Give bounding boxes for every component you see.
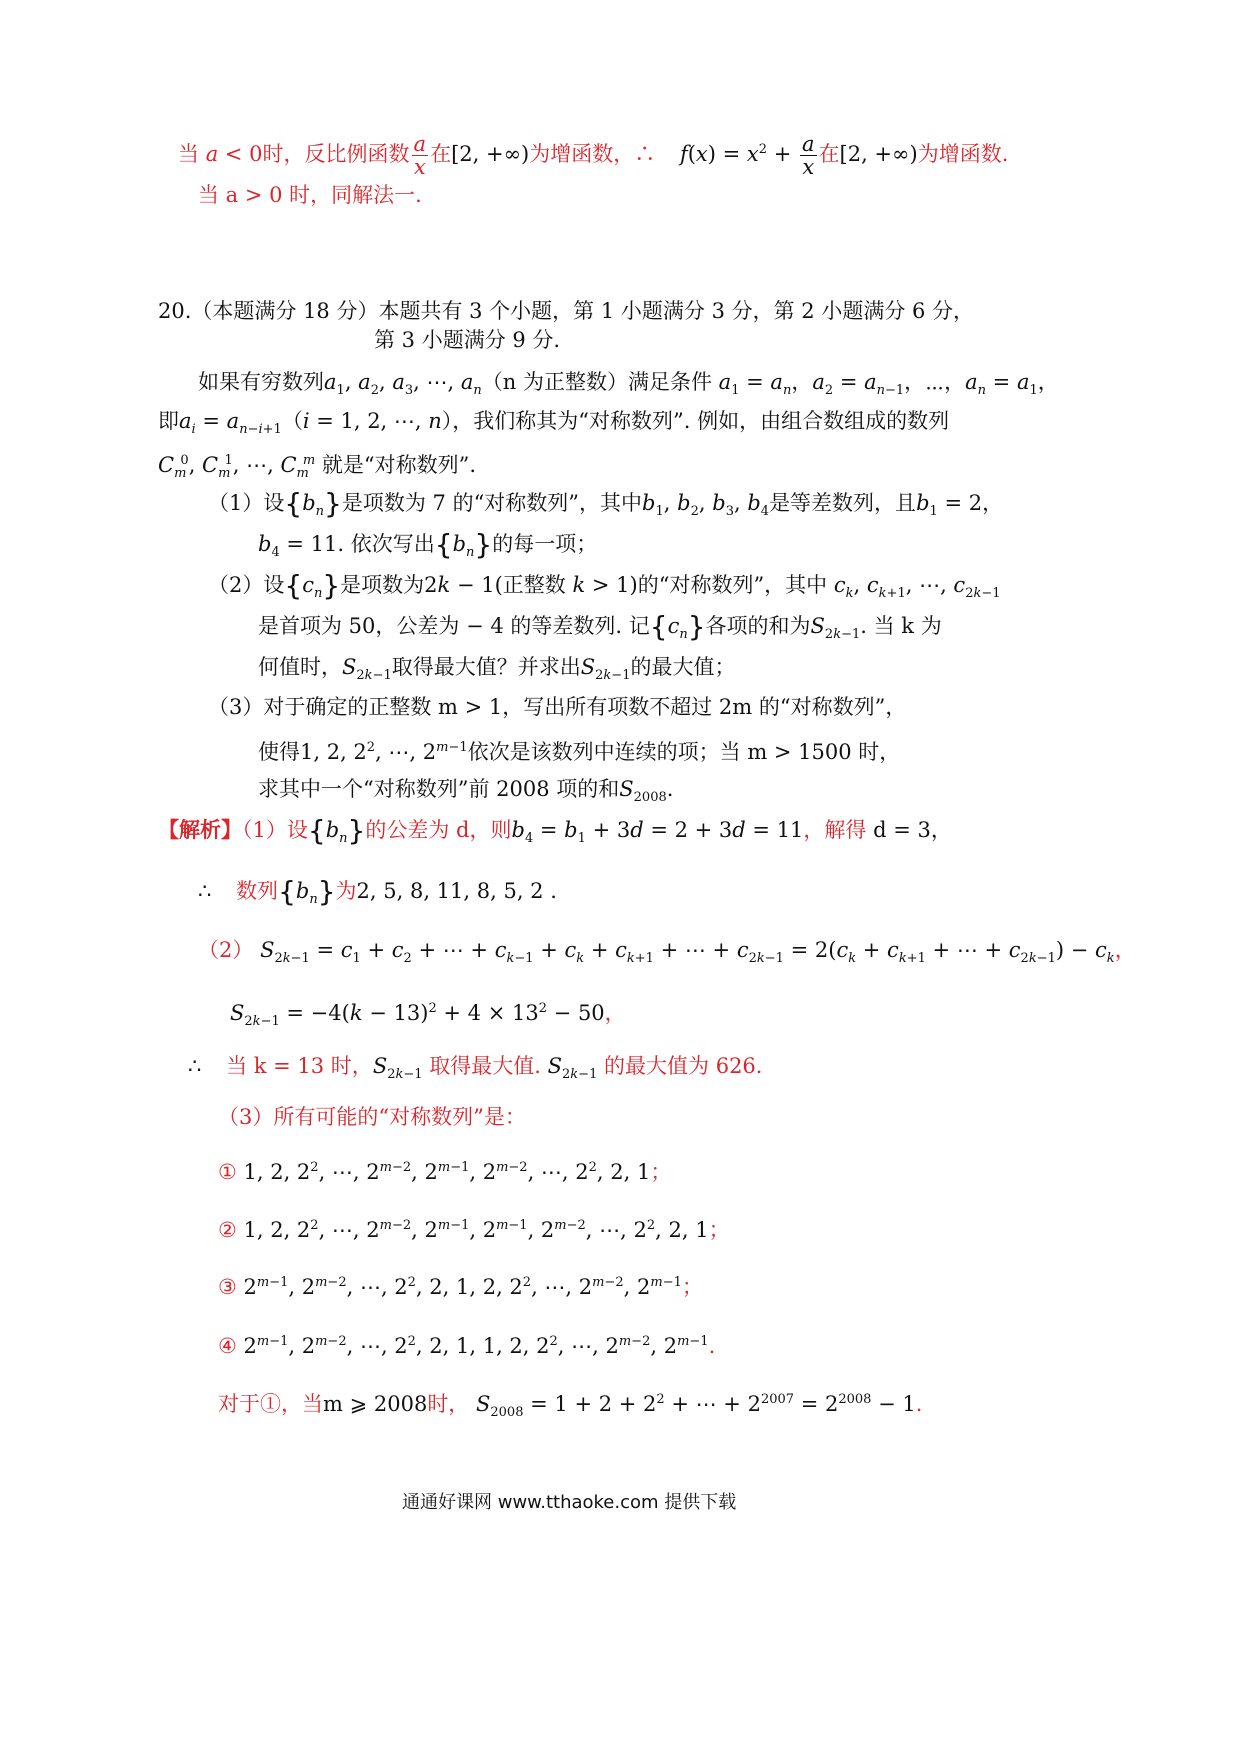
question-2-line-1: （2）设$\{c_n\}$是项数为2k − 1(正整数 k > 1)的“对称数列”，其中 $c_k$, $c_{k+1}$, ⋯, $c_{2k-1}$ — [208, 569, 1001, 602]
problem-intro-3: $C_m^0$, $C_m^1$, ⋯, $C_m^m$ 就是“对称数列”. — [158, 453, 477, 482]
fraction-a-over-x: $\frac{a}{x}$ — [413, 132, 427, 179]
question-3-line-3: 求其中一个“对称数列”前 2008 项的和$S_{2008}$. — [258, 777, 674, 806]
problem-header: 20.（本题满分 18 分）本题共有 3 个小题，第 1 小题满分 3 分，第 2 小题满分 6 分， — [158, 299, 975, 323]
solution-tag: 【解析】 — [158, 817, 242, 842]
problem-intro-1: 如果有穷数列$a_1$, $a_2$, $a_3$, ⋯, $a_n(n$ 为正整数）满足条件 $a_1 = a_n$，$a_2 = a_{n-1}$，⋯，$a_n = a_1$， — [198, 370, 1059, 399]
solution-part-2-line-2: $S_{2k-1} = -4(k - 13)^2 + 4 \times 13^2 - 50$， — [230, 1001, 626, 1030]
option-1: ① 1, 2, $2^2$, ⋯, $2^{m-2}$, $2^{m-1}$, $2^{m-2}$, ⋯, $2^2$, 2, 1； — [218, 1160, 672, 1184]
solution-part-3-title: （3）所有可能的“对称数列”是： — [218, 1105, 526, 1129]
page-footer: 通通好课网 www.tthaoke.com 提供下载 — [402, 1492, 737, 1513]
option-4: ④ $2^{m-1}$, $2^{m-2}$, ⋯, $2^2$, 2, 1, 1, 2, $2^2$, ⋯, $2^{m-2}$, $2^{m-1}$. — [218, 1334, 716, 1358]
solution-part-1-conclusion: ∴ 数列$\{b_n\}$为2, 5, 8, 11, 8, 5, 2 . — [198, 875, 557, 908]
solution-part-2-line-1: （2） $S_{2k-1} = c_1 + c_2$ + ⋯ + $c_{k-1} + c_k + c_{k+1}$ + ⋯ + $c_{2k-1} = 2(c_k + c_{k+1}$ + ⋯ + $c_{2k-1}) - c_k$， — [198, 938, 1136, 967]
option-3: ③ $2^{m-1}$, $2^{m-2}$, ⋯, $2^2$, 2, 1, 2, $2^2$, ⋯, $2^{m-2}$, $2^{m-1}$； — [218, 1275, 703, 1299]
problem-header-2: 第 3 小题满分 9 分. — [374, 328, 561, 352]
question-1-line-2: $b_4 = 11$. 依次写出$\{b_n\}$的每一项； — [258, 528, 598, 561]
solution-part-2-conclusion: ∴ 当 k = 13 时，$S_{2k-1}$ 取得最大值. $S_{2k-1}$ 的最大值为 626. — [188, 1054, 763, 1083]
question-2-line-3: 何值时，$S_{2k-1}$取得最大值？并求出$S_{2k-1}$的最大值； — [258, 655, 736, 684]
question-1-line-1: （1）设$\{b_n\}$是项数为 7 的“对称数列”，其中$b_1$, $b_2$, $b_3$, $b_4$是等差数列，且$b_1 = 2$， — [208, 487, 1004, 520]
prev-solution-line-2: 当 a > 0 时，同解法一. — [198, 183, 422, 207]
problem-intro-2: 即$a_i = a_{n-i+1}(i = 1$, 2, ⋯, n），我们称其为“对称数列”. 例如，由组合数组成的数列 — [158, 409, 950, 438]
solution-part-1: 【解析】（1）设$\{b_n\}$的公差为 d，则$b_4 = b_1 + 3d = 2 + 3d = 11$，解得 d = 3， — [158, 814, 952, 847]
question-2-line-2: 是首项为 50，公差为 − 4 的等差数列. 记$\{c_n\}$各项的和为$S_{2k-1}$. 当 k 为 — [258, 610, 942, 643]
solution-part-3-sum: 对于①，当m ⩾ 2008时， $S_{2008} = 1 + 2 + 2^2$ + ⋯ + $2^{2007} = 2^{2008} - 1$. — [218, 1392, 923, 1421]
fraction-a-over-x-2: $\frac{a}{x}$ — [801, 132, 815, 179]
option-2: ② 1, 2, $2^2$, ⋯, $2^{m-2}$, $2^{m-1}$, $2^{m-1}$, $2^{m-2}$, ⋯, $2^2$, 2, 1； — [218, 1218, 730, 1242]
question-3-line-2: 使得1, 2, $2^2$, ⋯, $2^{m-1}$依次是该数列中连续的项；当 m > 1500 时， — [258, 740, 901, 764]
prev-solution-line-1: 当 a < 0时，反比例函数 $\frac{a}{x}$ 在[2, +∞)为增函数，∴ $f(x) = x^2$ + $\frac{a}{x}$ 在[2, +∞)为增函数. — [178, 132, 1009, 179]
question-3-line-1: （3）对于确定的正整数 m > 1，写出所有项数不超过 2m 的“对称数列”， — [208, 695, 907, 719]
